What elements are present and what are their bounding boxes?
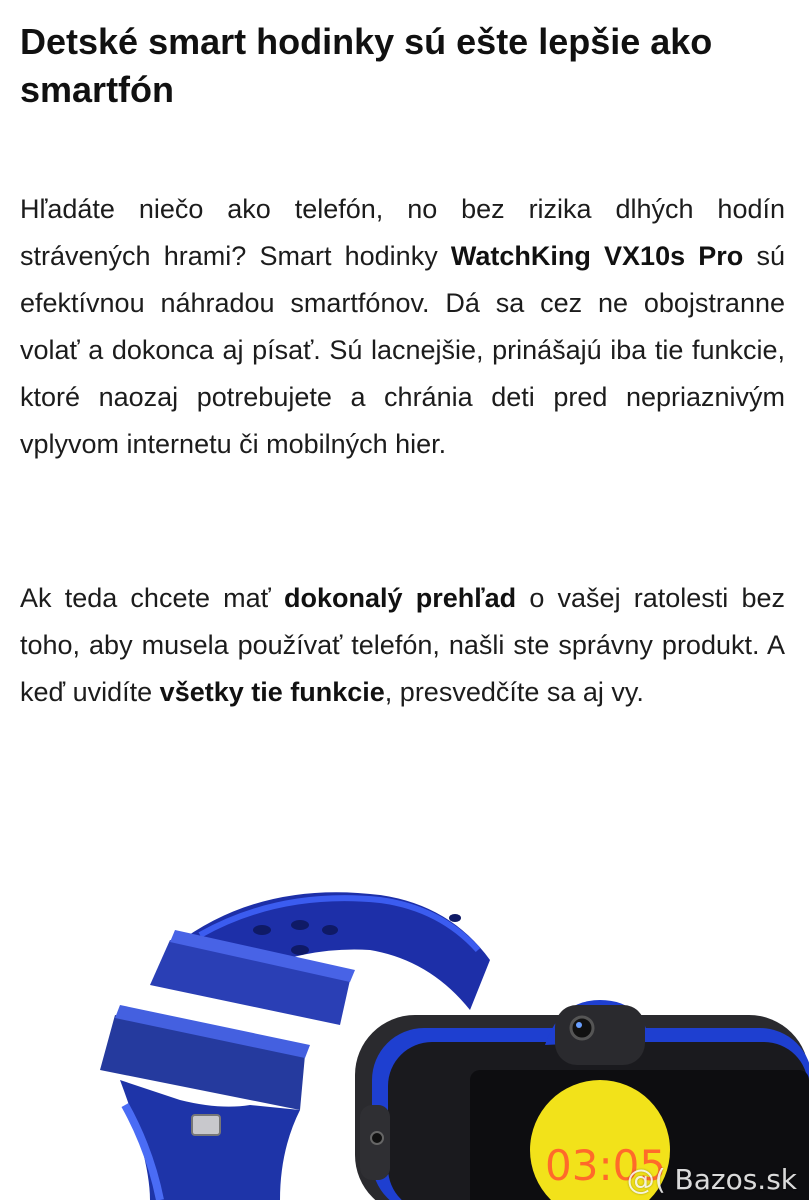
- paragraph-text: o vašej ratolesti bez toho, aby musela používať telefón, našli ste správny produkt. A keď uvidíte: [20, 583, 786, 707]
- smartwatch-illustration: [0, 850, 809, 1200]
- bold-phrase: všetky tie funkcie: [159, 677, 385, 707]
- screen-time: 03:05: [545, 1141, 667, 1190]
- paragraph-text: Ak teda chcete mať: [20, 583, 284, 613]
- watermark: @( Bazos.sk: [626, 1163, 797, 1196]
- article-paragraph-2: [20, 575, 785, 716]
- paragraph-text: sú efektívnou náhradou smartfónov. Dá sa cez ne obojstranne volať a dokonca aj písať. Sú lacnejšie, prinášajú iba tie funkcie, ktoré naozaj potrebujete a chránia deti pred nepriaznivým vplyvom internetu či mobilných hier.: [20, 241, 785, 459]
- article-paragraph-1: [20, 186, 785, 468]
- paragraph-text: Hľadáte niečo ako telefón, no bez rizika dlhých hodín strávených hrami? Smart hodinky: [20, 194, 785, 271]
- bold-phrase: dokonalý prehľad: [284, 583, 517, 613]
- product-image: [0, 850, 809, 1200]
- product-name: WatchKing VX10s Pro: [450, 241, 744, 271]
- paragraph-text: , presvedčíte sa aj vy.: [384, 677, 644, 707]
- article-title: Detské smart hodinky sú ešte lepšie ako smartfón: [20, 21, 713, 110]
